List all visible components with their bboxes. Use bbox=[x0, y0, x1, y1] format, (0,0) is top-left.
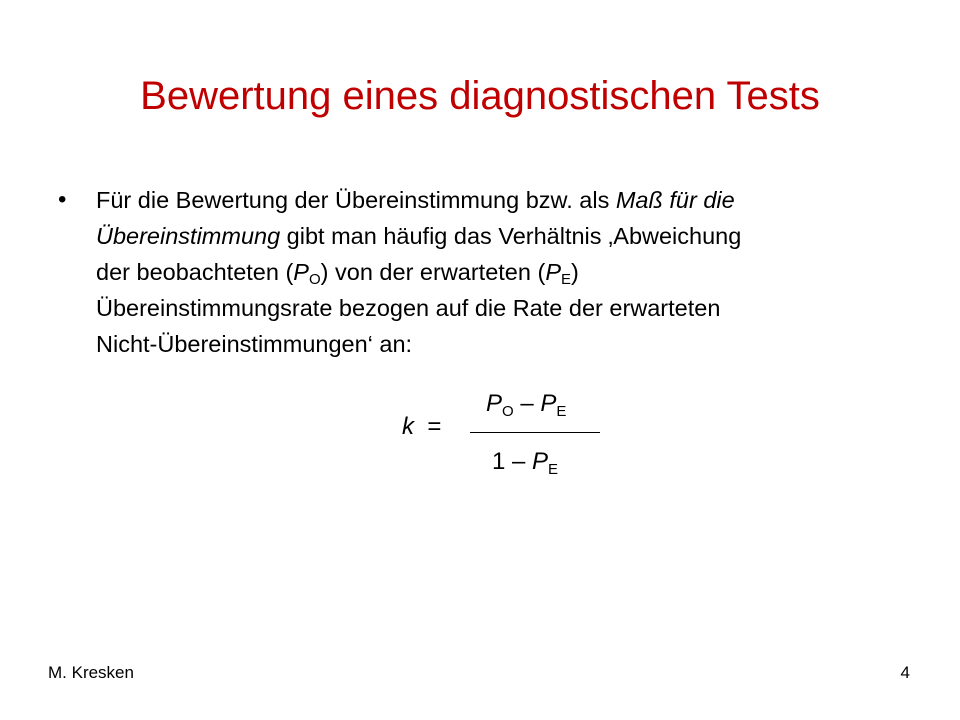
subscript-e: E bbox=[548, 461, 559, 478]
italic-term: Maß für die bbox=[615, 187, 735, 213]
variable-p: P bbox=[532, 448, 549, 475]
text-segment: ) von der erwarteten ( bbox=[320, 259, 546, 285]
bullet-line-1 bbox=[96, 182, 876, 218]
italic-term: Übereinstimmung bbox=[96, 223, 281, 249]
bullet-line-3 bbox=[96, 254, 876, 290]
text-segment: Für die Bewertung der Übereinstimmung bzw. als bbox=[96, 187, 616, 213]
formula-denominator bbox=[492, 447, 558, 477]
bullet-line-4: Übereinstimmungsrate bezogen auf die Rate der erwarteten bbox=[96, 295, 721, 321]
variable-p: P bbox=[545, 259, 561, 285]
text-segment: ) bbox=[571, 259, 579, 285]
page-number: 4 bbox=[900, 663, 910, 682]
minus-operator: – bbox=[513, 390, 541, 417]
bullet-text bbox=[96, 182, 876, 362]
footer-author: M. Kresken bbox=[48, 663, 134, 682]
variable-k: k bbox=[402, 413, 414, 440]
subscript-e: E bbox=[561, 271, 572, 288]
subscript-o: O bbox=[502, 403, 514, 420]
subscript-o: O bbox=[308, 271, 321, 288]
formula-numerator bbox=[486, 389, 566, 419]
bullet-marker: • bbox=[58, 186, 67, 213]
fraction-bar bbox=[470, 432, 600, 433]
bullet-line-5: Nicht-Übereinstimmungen‘ an: bbox=[96, 331, 413, 357]
variable-p: P bbox=[293, 259, 309, 285]
variable-p: P bbox=[486, 390, 503, 417]
denominator-constant: 1 – bbox=[492, 448, 533, 475]
text-segment: gibt man häufig das Verhältnis ‚Abweichung bbox=[280, 223, 742, 249]
bullet-line-2 bbox=[96, 218, 876, 254]
text-segment: der beobachteten ( bbox=[96, 259, 294, 285]
equals-sign: = bbox=[427, 413, 442, 440]
subscript-e: E bbox=[556, 403, 567, 420]
slide-title: Bewertung eines diagnostischen Tests bbox=[140, 74, 820, 118]
formula-lhs bbox=[402, 412, 441, 442]
variable-p: P bbox=[540, 390, 557, 417]
